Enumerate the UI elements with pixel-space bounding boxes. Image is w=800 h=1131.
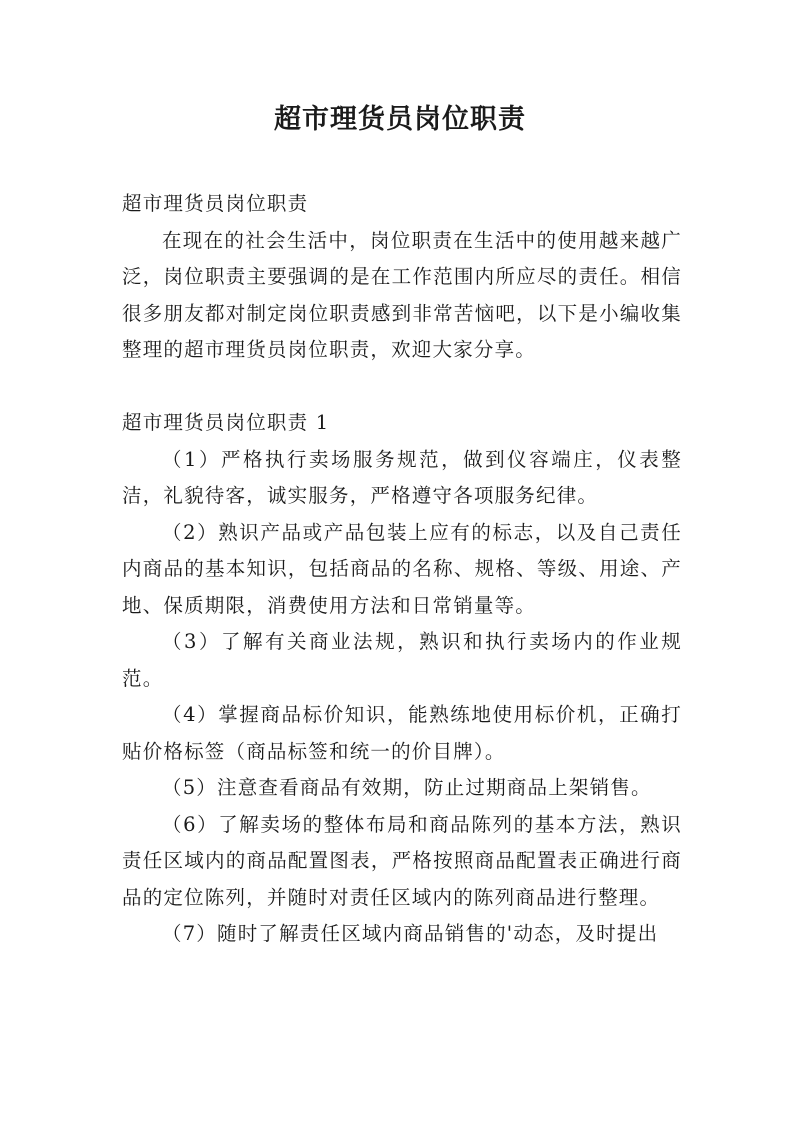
duty-item: （4）掌握商品标价知识，能熟练地使用标价机，正确打贴价格标签（商品标签和统一的价目牌）。 xyxy=(122,703,682,763)
document-body xyxy=(122,186,682,953)
duty-item: （5）注意查看商品有效期，防止过期商品上架销售。 xyxy=(162,776,652,799)
section-heading: 超市理货员岗位职责 1 xyxy=(122,411,330,434)
intro-heading: 超市理货员岗位职责 xyxy=(122,192,309,215)
duty-item: （2）熟识产品或产品包装上应有的标志，以及自己责任内商品的基本知识，包括商品的名称、规格、等级、用途、产地、保质期限，消费使用方法和日常销量等。 xyxy=(122,520,682,617)
duty-item: （6）了解卖场的整体布局和商品陈列的基本方法，熟识责任区域内的商品配置图表，严格按照商品配置表正确进行商品的定位陈列，并随时对责任区域内的陈列商品进行整理。 xyxy=(122,812,682,909)
duty-item: （3）了解有关商业法规，熟识和执行卖场内的作业规范。 xyxy=(122,630,682,690)
document-title: 超市理货员岗位职责 xyxy=(274,104,526,135)
duty-item: （7）随时了解责任区域内商品销售的'动态，及时提出 xyxy=(162,922,659,945)
paragraph-spacer xyxy=(122,369,682,406)
duty-item: （1）严格执行卖场服务规范，做到仪容端庄，仪表整洁，礼貌待客，诚实服务，严格遵守各项服务纪律。 xyxy=(122,447,682,507)
intro-paragraph: 在现在的社会生活中，岗位职责在生活中的使用越来越广泛，岗位职责主要强调的是在工作范围内所应尽的责任。相信很多朋友都对制定岗位职责感到非常苦恼吧，以下是小编收集整理的超市理货员岗位职责，欢迎大家分享。 xyxy=(122,228,682,361)
